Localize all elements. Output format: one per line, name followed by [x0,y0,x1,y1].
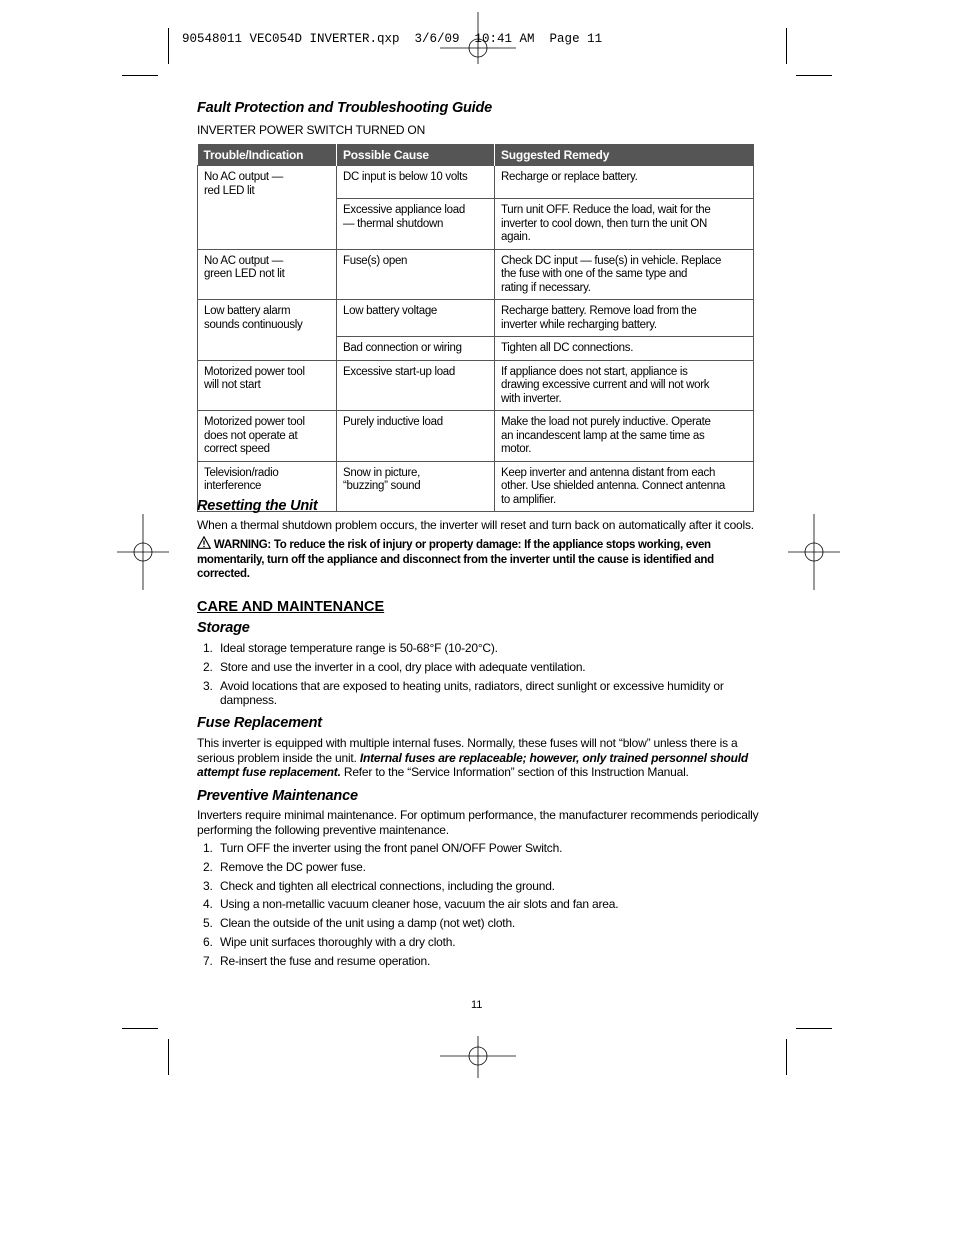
list-text: Wipe unit surfaces thoroughly with a dry cloth. [220,935,456,949]
page-number: 11 [471,999,483,1011]
preventive-title: Preventive Maintenance [197,788,358,804]
cause-cell: Purely inductive load [337,411,495,462]
list-text: Store and use the inverter in a cool, dry place with adequate ventilation. [220,660,586,674]
list-number: 5. [203,916,213,930]
list-item [203,641,498,655]
crop-mark [122,1028,158,1029]
remedy-cell: Check DC input — fuse(s) in vehicle. Replace the fuse with one of the same type and rating if necessary. [495,249,754,300]
cause-cell: Bad connection or wiring [337,337,495,361]
fuse-paragraph [197,736,748,780]
list-item [203,841,562,855]
warning-label: WARNING: [213,539,271,551]
list-text: Avoid locations that are exposed to heating units, radiators, direct sunlight or excessive humidity or [220,679,724,693]
list-text: Check and tighten all electrical connections, including the ground. [220,879,555,893]
fuse-line: This inverter is equipped with multiple internal fuses. Normally, these fuses will not “blow” unless there is a [197,736,738,750]
remedy-cell: Keep inverter and antenna distant from each other. Use shielded antenna. Connect antenna to amplifier. [495,461,754,512]
crop-mark [168,1039,169,1075]
remedy-cell: Recharge battery. Remove load from the inverter while recharging battery. [495,300,754,337]
table-header-row [198,144,754,166]
table-row [198,360,754,411]
cause-cell: Snow in picture, “buzzing” sound [337,461,495,512]
trouble-cell: No AC output — green LED not lit [198,249,337,300]
resetting-title: Resetting the Unit [197,498,318,514]
table-row [198,300,754,337]
preventive-line: Inverters require minimal maintenance. For optimum performance, the manufacturer recommends periodically [197,808,759,822]
list-item [203,879,555,893]
list-item [203,935,455,949]
cause-cell: Low battery voltage [337,300,495,337]
section-title: Fault Protection and Troubleshooting Guide [197,100,493,116]
crop-mark [786,1039,787,1075]
preventive-paragraph [197,808,758,837]
list-text: Re-insert the fuse and resume operation. [220,954,431,968]
remedy-cell: Turn unit OFF. Reduce the load, wait for the inverter to cool down, then turn the unit ON again. [495,199,754,250]
warning-text: To reduce the risk of injury or property damage: If the appliance stops working, even [273,539,711,551]
warning-line [197,536,714,553]
warning-line: corrected. [197,568,250,580]
troubleshooting-table [197,144,754,512]
fuse-emphasis: Internal fuses are replaceable; however, only trained personnel should [359,750,748,765]
list-number: 2. [203,660,213,674]
list-item [203,954,430,968]
remedy-cell: If appliance does not start, appliance is drawing excessive current and will not work with inverter. [495,360,754,411]
list-number: 3. [203,879,213,893]
printer-slug: 90548011 VEC054D INVERTER.qxp 3/6/09 10:41 AM Page 11 [182,32,603,46]
crop-mark [796,75,832,76]
trouble-cell: No AC output — red LED lit [198,166,337,250]
list-text: Turn OFF the inverter using the front panel ON/OFF Power Switch. [220,841,563,855]
registration-mark-icon [440,1036,516,1078]
remedy-cell: Tighten all DC connections. [495,337,754,361]
trouble-cell: Motorized power tool does not operate at correct speed [198,411,337,462]
crop-mark [796,1028,832,1029]
preventive-line: performing the following preventive maintenance. [197,822,449,837]
list-item [203,897,618,911]
list-item-continuation: dampness. [220,693,277,707]
fuse-line [197,751,748,766]
crop-mark [786,28,787,64]
registration-mark-icon [788,514,840,590]
column-header: Possible Cause [337,144,495,166]
list-text: Using a non-metallic vacuum cleaner hose, vacuum the air slots and fan area. [220,897,619,911]
crop-mark [168,28,169,64]
list-item [203,916,515,930]
list-number: 7. [203,954,213,968]
list-item [203,860,366,874]
list-text: Remove the DC power fuse. [220,860,366,874]
resetting-text: When a thermal shutdown problem occurs, the inverter will reset and turn back on automatically after it cools. [197,518,754,532]
fuse-text: serious problem inside the unit. [197,750,357,765]
list-text: Ideal storage temperature range is 50-68°F (10-20°C). [220,641,498,655]
switch-note: INVERTER POWER SWITCH TURNED ON [197,123,426,137]
fuse-emphasis: attempt fuse replacement. [197,765,341,779]
list-number: 2. [203,860,213,874]
warning-block [197,536,714,582]
fuse-line [197,765,748,780]
warning-line: momentarily, turn off the appliance and disconnect from the inverter until the cause is identified and [197,553,714,566]
list-number: 6. [203,935,213,949]
fuse-text: Refer to the “Service Information” section of this Instruction Manual. [343,765,689,779]
column-header: Trouble/Indication [198,144,337,166]
remedy-cell: Make the load not purely inductive. Operate an incandescent lamp at the same time as motor. [495,411,754,462]
trouble-cell: Low battery alarm sounds continuously [198,300,337,361]
list-number: 3. [203,679,213,693]
list-item [203,660,585,674]
table-row [198,166,754,199]
list-text: Clean the outside of the unit using a damp (not wet) cloth. [220,916,516,930]
cause-cell: Fuse(s) open [337,249,495,300]
trouble-cell: Television/radio interference [198,461,337,512]
list-item [203,679,724,693]
care-title: CARE AND MAINTENANCE [197,599,385,615]
fuse-title: Fuse Replacement [197,715,322,731]
list-number: 1. [203,841,213,855]
crop-mark [122,75,158,76]
table-row [198,411,754,462]
cause-cell: Excessive start-up load [337,360,495,411]
list-number: 1. [203,641,213,655]
column-header: Suggested Remedy [495,144,754,166]
storage-title: Storage [197,620,250,636]
warning-triangle-icon [197,536,211,549]
trouble-cell: Motorized power tool will not start [198,360,337,411]
list-number: 4. [203,897,213,911]
cause-cell: Excessive appliance load — thermal shutdown [337,199,495,250]
remedy-cell: Recharge or replace battery. [495,166,754,199]
table-row [198,249,754,300]
registration-mark-icon [117,514,169,590]
cause-cell: DC input is below 10 volts [337,166,495,199]
registration-mark-icon [440,12,516,64]
